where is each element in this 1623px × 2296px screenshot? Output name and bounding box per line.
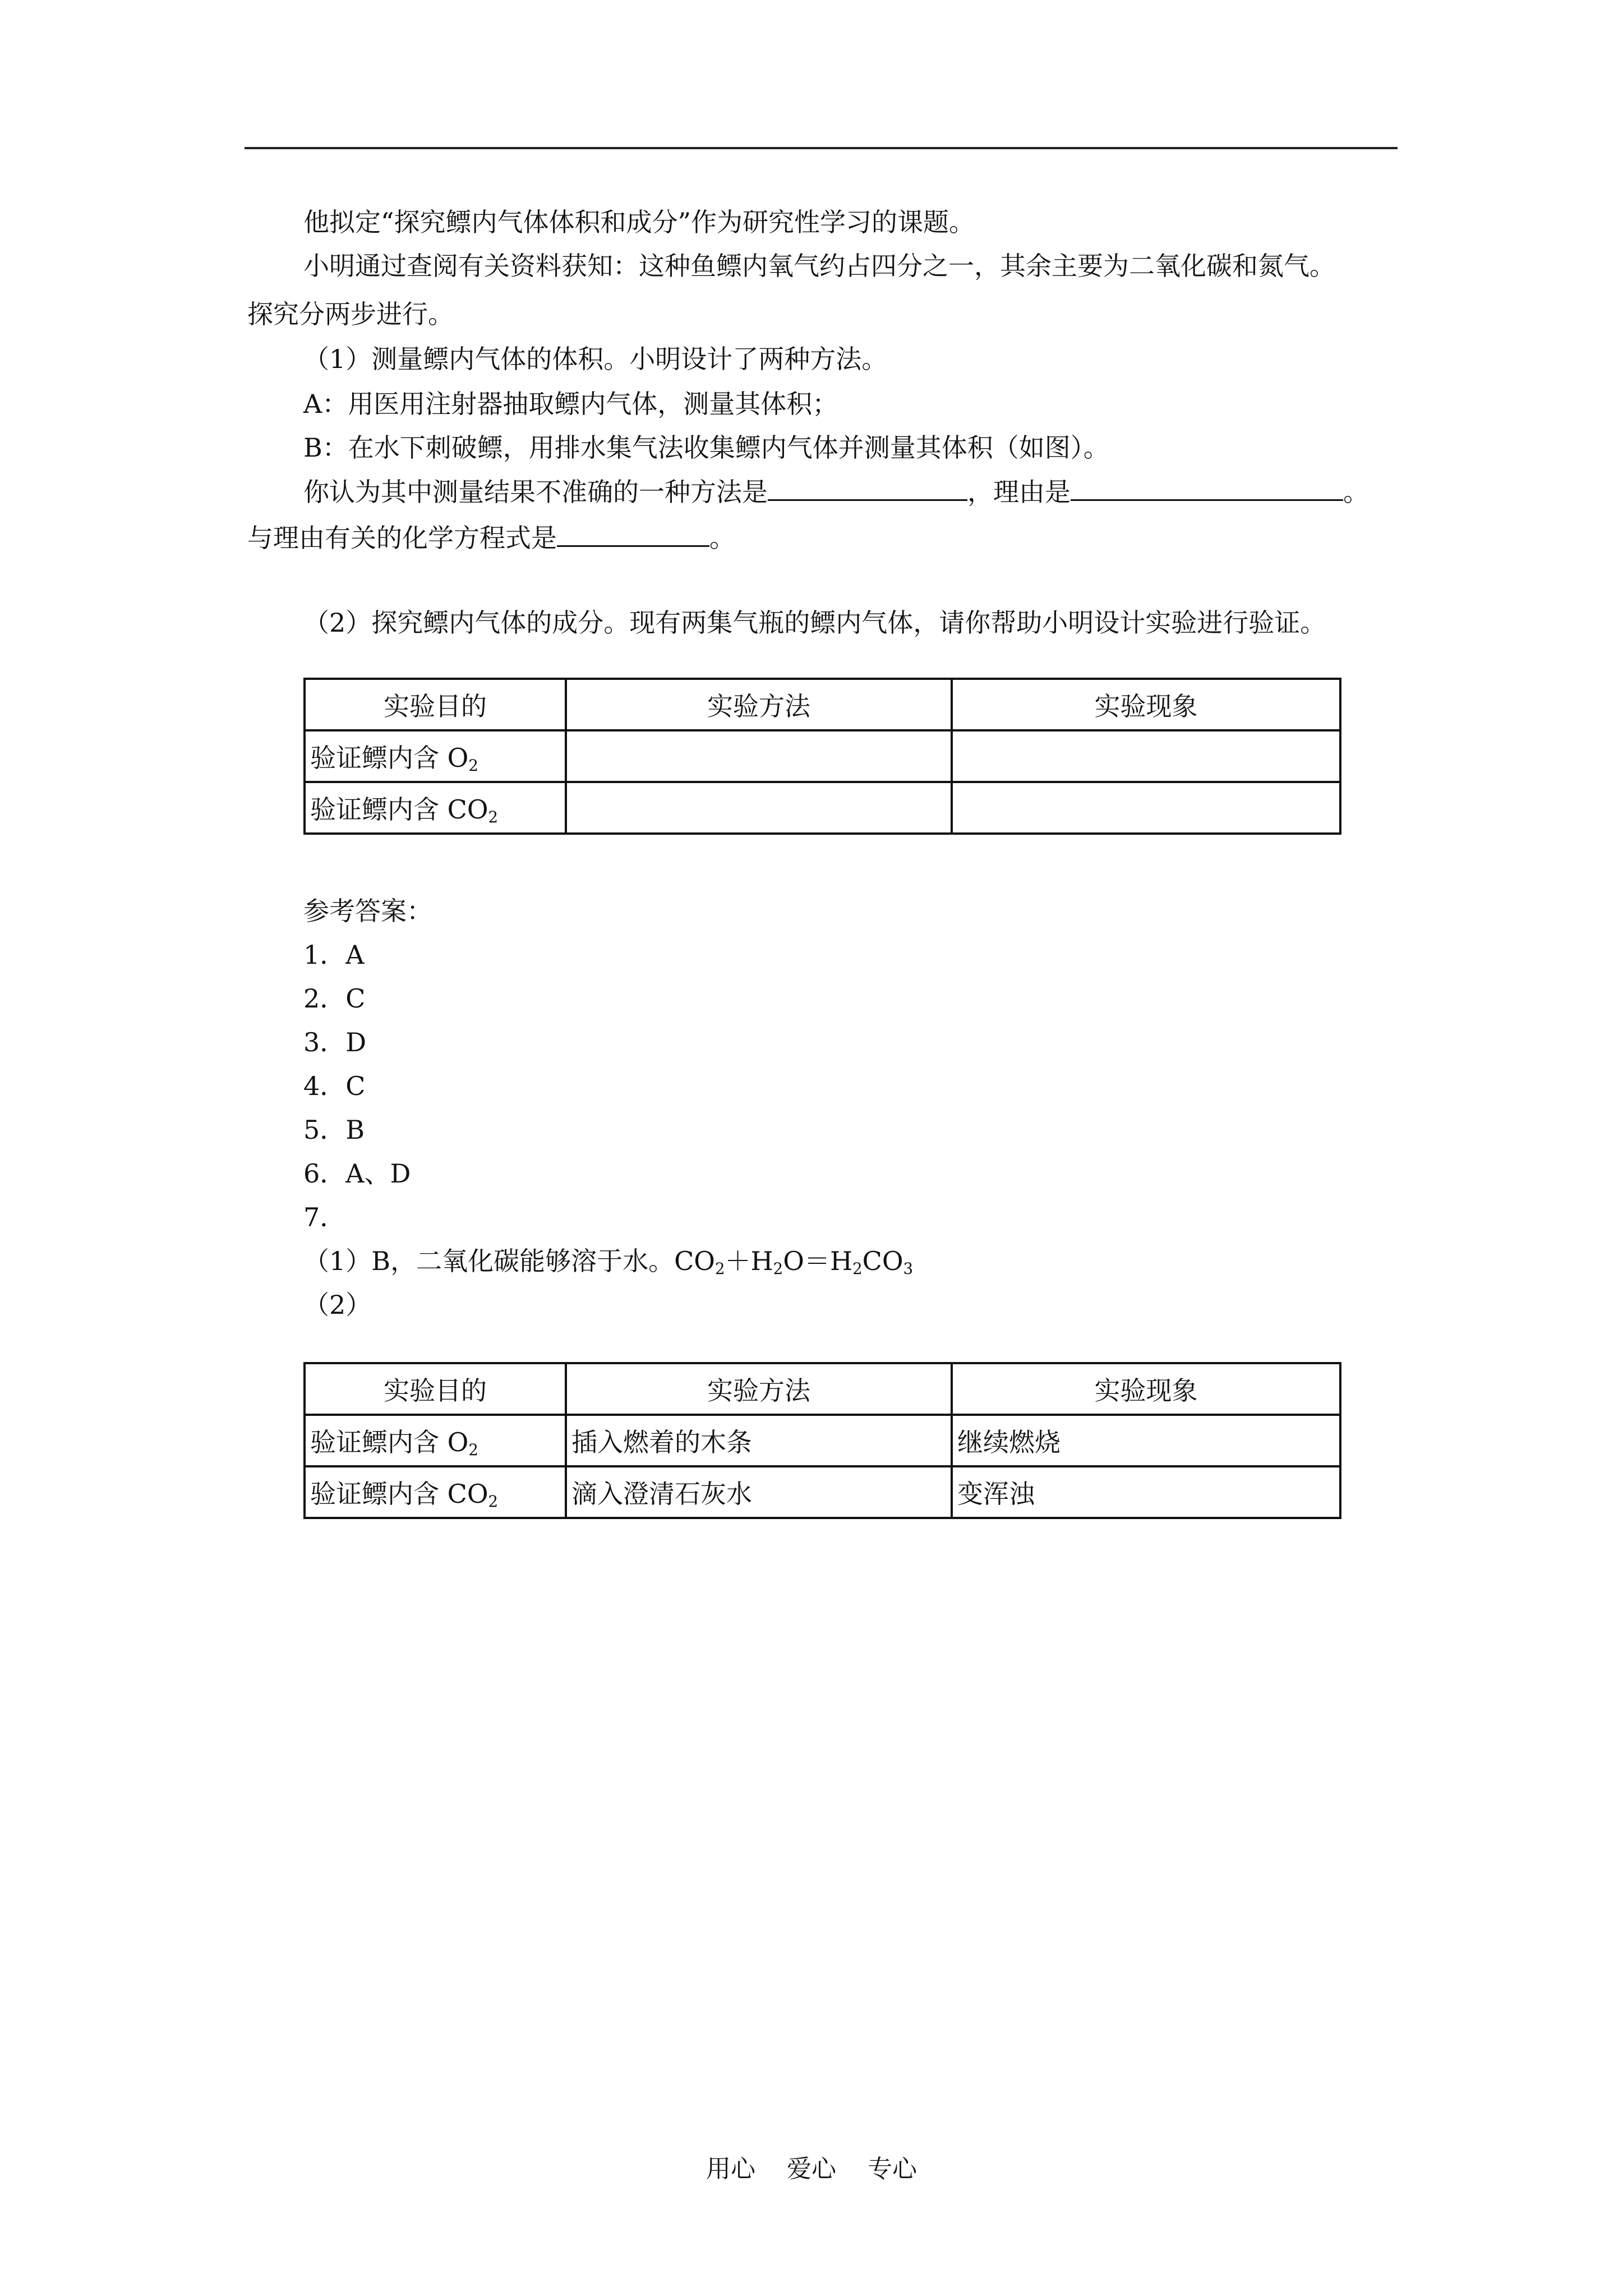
- phenomenon-o2-cell[interactable]: [952, 730, 1340, 782]
- phenomenon-o2: 继续燃烧: [952, 1415, 1340, 1466]
- purpose-o2: 验证鳔内含 $O_2$: [305, 730, 566, 782]
- answer-blank-equation[interactable]: [557, 521, 709, 547]
- phenomenon-co2: 变浑浊: [952, 1466, 1340, 1518]
- paragraph-method-a: A：用医用注射器抽取鳔内气体，测量其体积；: [303, 389, 838, 419]
- purpose-co2: 验证鳔内含 $CO_2$: [305, 782, 566, 834]
- answer-blank-reason[interactable]: [1071, 475, 1343, 501]
- table-row: [305, 730, 1340, 782]
- answer-item-7: 7．: [303, 1202, 346, 1232]
- method-o2: 插入燃着的木条: [566, 1415, 952, 1466]
- experiment-table-answer: [303, 1362, 1341, 1519]
- header-method: 实验方法: [566, 1363, 952, 1415]
- answer-7-part1: （1）B，二氧化碳能够溶于水。$CO_2+H_2O=H_2CO_3$: [303, 1246, 914, 1278]
- equation-question-text: 与理由有关的化学方程式是: [247, 523, 557, 553]
- question-text-2: ，理由是: [967, 477, 1071, 507]
- phenomenon-co2-cell[interactable]: [952, 782, 1340, 834]
- answers-title: 参考答案：: [303, 896, 432, 926]
- experiment-table-question: [303, 678, 1341, 835]
- header-phenomenon: 实验现象: [952, 679, 1340, 730]
- answer-7-part2: （2）: [303, 1290, 372, 1320]
- table-row: [305, 1466, 1340, 1518]
- answer-item-3: 3．D: [303, 1027, 367, 1057]
- answer-item-2: 2．C: [303, 983, 366, 1014]
- footer-word-3: 专心: [868, 2155, 917, 2183]
- header-purpose: 实验目的: [305, 679, 566, 730]
- table-row: [305, 679, 1340, 730]
- answer-item-1: 1．A: [303, 940, 365, 970]
- answer-item-5: 5．B: [303, 1115, 365, 1145]
- footer-word-1: 用心: [706, 2155, 755, 2183]
- paragraph-equation-question: [247, 521, 735, 555]
- question-text-3: 。: [1343, 477, 1369, 507]
- header-method: 实验方法: [566, 679, 952, 730]
- answer-item-4: 4．C: [303, 1071, 366, 1101]
- method-o2-cell[interactable]: [566, 730, 952, 782]
- paragraph-step2: （2）探究鳔内气体的成分。现有两集气瓶的鳔内气体，请你帮助小明设计实验进行验证。: [303, 608, 1326, 638]
- paragraph-info: 小明通过查阅有关资料获知：这种鱼鳔内氧气约占四分之一，其余主要为二氧化碳和氮气。: [303, 251, 1335, 281]
- footer-word-2: 爱心: [787, 2155, 836, 2183]
- question-text-1: 你认为其中测量结果不准确的一种方法是: [303, 477, 768, 507]
- header-phenomenon: 实验现象: [952, 1363, 1340, 1415]
- purpose-o2: 验证鳔内含 $O_2$: [305, 1415, 566, 1466]
- paragraph-method-b: B：在水下刺破鳔，用排水集气法收集鳔内气体并测量其体积（如图）。: [303, 432, 1109, 463]
- answer-item-6: 6．A、D: [303, 1158, 411, 1189]
- table-row: [305, 1363, 1340, 1415]
- page-footer: [0, 2152, 1623, 2186]
- paragraph-step1: （1）测量鳔内气体的体积。小明设计了两种方法。: [303, 344, 888, 374]
- answer-blank-method[interactable]: [768, 475, 967, 501]
- header-purpose: 实验目的: [305, 1363, 566, 1415]
- table-row: [305, 1415, 1340, 1466]
- table-row: [305, 782, 1340, 834]
- method-co2-cell[interactable]: [566, 782, 952, 834]
- paragraph-topic: 他拟定“探究鳔内气体体积和成分”作为研究性学习的课题。: [303, 207, 975, 237]
- purpose-co2: 验证鳔内含 $CO_2$: [305, 1466, 566, 1518]
- paragraph-info-cont: 探究分两步进行。: [247, 299, 454, 329]
- equation-question-end: 。: [709, 523, 735, 553]
- paragraph-question: [303, 475, 1369, 509]
- header-rule: [245, 147, 1398, 149]
- method-co2: 滴入澄清石灰水: [566, 1466, 952, 1518]
